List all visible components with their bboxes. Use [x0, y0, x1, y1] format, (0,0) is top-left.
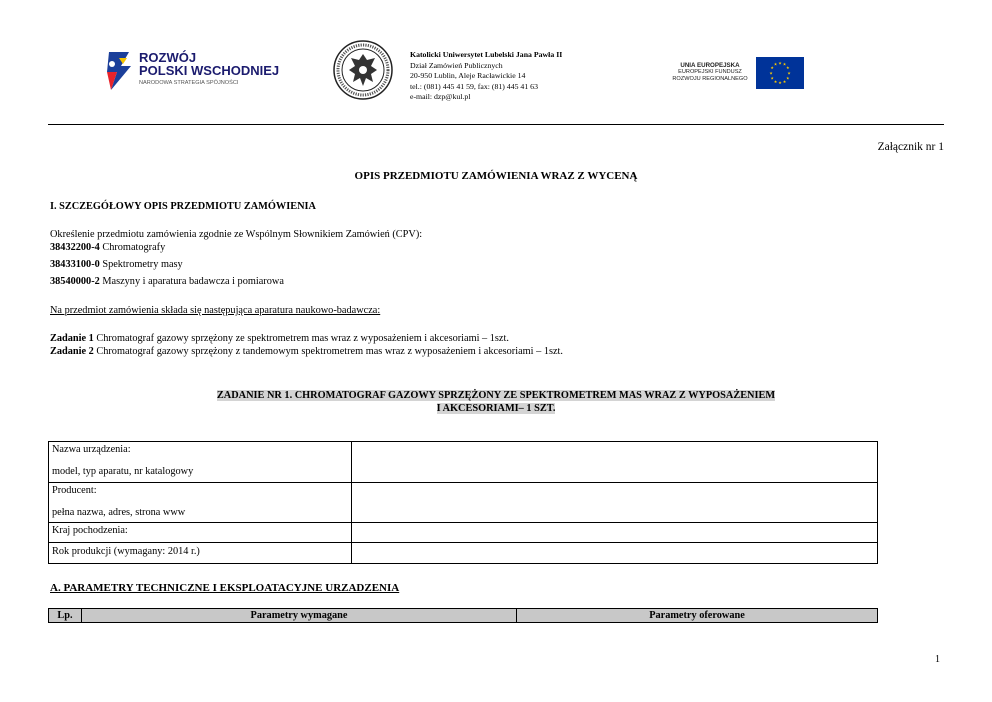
cpv-code: 38432200-4 — [50, 242, 100, 253]
column-header-offered: Parametry oferowane — [517, 609, 878, 623]
svg-text:★: ★ — [773, 61, 778, 67]
field-sublabel: pełna nazwa, adres, strona www — [52, 507, 186, 518]
rpw-line1: ROZWÓJ — [139, 50, 197, 65]
parameters-table — [48, 608, 878, 623]
device-info-table — [48, 441, 878, 564]
task-1-heading-line1: ZADANIE NR 1. CHROMATOGRAF GAZOWY SPRZĘŻONY ZE SPEKTROMETREM MAS WRAZ Z WYPOSAŻENIEM — [216, 390, 776, 401]
table-label-cell — [49, 442, 352, 483]
svg-text:★: ★ — [778, 80, 782, 85]
page-number: 1 — [935, 654, 940, 665]
kul-name: Katolicki Uniwersytet Lubelski Jana Pawła II — [410, 50, 563, 59]
column-header-required: Parametry wymagane — [82, 609, 517, 623]
field-label: Producent: — [52, 485, 97, 496]
eu-flag-icon — [756, 57, 804, 89]
table-row — [49, 543, 878, 564]
task-label: Zadanie 1 — [50, 333, 94, 344]
section-i-heading: I. SZCZEGÓŁOWY OPIS PRZEDMIOTU ZAMÓWIENIA — [50, 201, 316, 212]
field-label: Nazwa urządzenia: — [52, 444, 131, 455]
task-1-heading — [0, 389, 992, 415]
rpw-logo-text — [139, 51, 279, 77]
cpv-item — [50, 241, 165, 254]
eu-title: UNIA EUROPEJSKA — [680, 62, 740, 69]
task-1-heading-line2: I AKCESORIAMI– 1 SZT. — [436, 403, 556, 414]
cpv-code: 38540000-2 — [50, 276, 100, 287]
field-label: Kraj pochodzenia: — [52, 525, 128, 536]
kul-department: Dział Zamówień Publicznych — [410, 60, 503, 70]
table-label-cell — [49, 483, 352, 523]
section-a-heading: A. PARAMETRY TECHNICZNE I EKSPLOATACYJNE URZADZENIA — [50, 582, 400, 594]
header-divider — [48, 124, 944, 125]
svg-text:★: ★ — [773, 79, 778, 84]
svg-text:★: ★ — [786, 65, 790, 70]
svg-text:★: ★ — [769, 70, 773, 76]
rpw-tagline: NARODOWA STRATEGIA SPÓJNOŚCI — [139, 80, 239, 86]
annex-label: Załącznik nr 1 — [877, 141, 944, 153]
task-item — [50, 332, 509, 345]
cpv-item — [50, 275, 284, 288]
kul-address: 20-950 Lublin, Aleje Racławickie 14 — [410, 71, 526, 80]
country-of-origin-field[interactable] — [352, 523, 878, 543]
cpv-name: Maszyny i aparatura badawcza i pomiarowa — [99, 276, 284, 287]
svg-text:★: ★ — [782, 61, 787, 67]
producer-field[interactable] — [352, 483, 878, 523]
rpw-line2: POLSKI WSCHODNIEJ — [139, 63, 280, 78]
task-text: Chromatograf gazowy sprzężony z tandemowym spektrometrem mas wraz z wyposażeniem i akcesoriami – 1szt. — [93, 346, 563, 357]
svg-text:★: ★ — [770, 75, 774, 81]
svg-text:★: ★ — [786, 75, 790, 81]
document-title: OPIS PRZEDMIOTU ZAMÓWIENIA WRAZ Z WYCENĄ — [354, 170, 638, 182]
task-text: Chromatograf gazowy sprzężony ze spektrometrem mas wraz z wyposażeniem i akcesoriami – 1szt. — [93, 333, 509, 344]
eu-line2: EUROPEJSKI FUNDUSZ — [678, 69, 742, 75]
production-year-field[interactable] — [352, 543, 878, 564]
table-row — [49, 442, 878, 483]
table-label-cell — [49, 543, 352, 564]
table-label-cell — [49, 523, 352, 543]
kul-contact-block — [410, 50, 562, 103]
rozwoj-polski-wschodniej-logo — [103, 48, 280, 94]
field-sublabel: model, typ aparatu, nr katalogowy — [52, 466, 194, 477]
cpv-name: Spektrometry masy — [99, 259, 183, 270]
svg-text:★: ★ — [782, 79, 787, 84]
svg-text:★: ★ — [787, 70, 791, 76]
device-name-field[interactable] — [352, 442, 878, 483]
kul-email: e-mail: dzp@kul.pl — [410, 92, 471, 101]
column-header-lp: Lp. — [49, 609, 82, 623]
task-item — [50, 345, 563, 358]
cpv-intro: Określenie przedmiotu zamówienia zgodnie ze Wspólnym Słownikiem Zamówień (CPV): — [50, 229, 423, 240]
task-label: Zadanie 2 — [50, 346, 94, 357]
cpv-item — [50, 258, 183, 271]
cpv-code: 38433100-0 — [50, 259, 100, 270]
field-label: Rok produkcji (wymagany: 2014 r.) — [52, 546, 200, 557]
svg-text:★: ★ — [778, 60, 782, 66]
cpv-name: Chromatografy — [99, 242, 166, 253]
eu-fund-text — [668, 62, 752, 83]
kul-seal-icon — [333, 40, 393, 100]
kul-phone: tel.: (081) 445 41 59, fax: (81) 445 41 63 — [410, 81, 538, 91]
table-row — [49, 523, 878, 543]
rpw-emblem-icon — [103, 52, 135, 90]
apparatus-intro: Na przedmiot zamówienia składa się następująca aparatura naukowo-badawcza: — [50, 305, 381, 316]
table-header-row — [49, 609, 878, 623]
svg-text:★: ★ — [770, 65, 774, 70]
table-row — [49, 483, 878, 523]
eu-line3: ROZWOJU REGIONALNEGO — [672, 76, 748, 82]
